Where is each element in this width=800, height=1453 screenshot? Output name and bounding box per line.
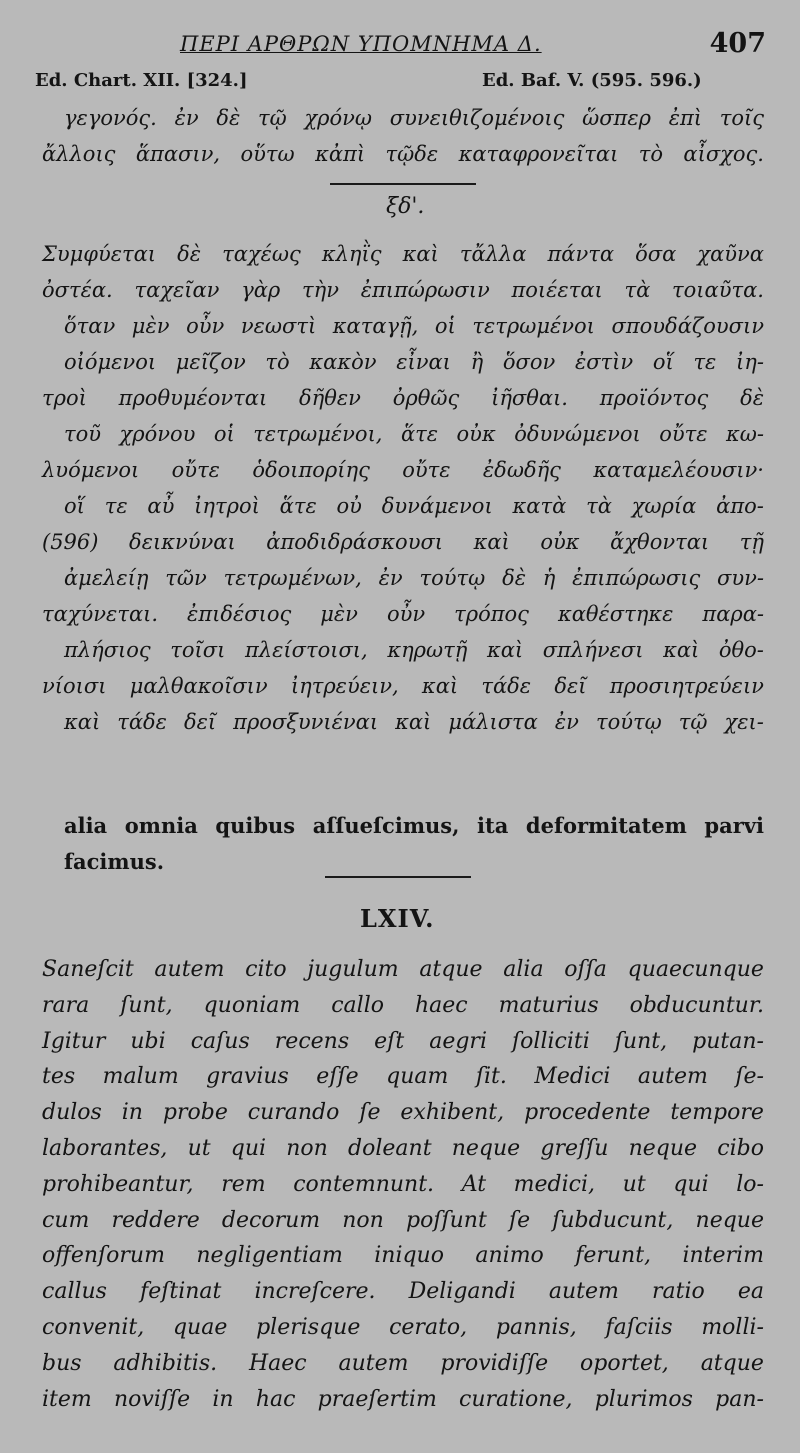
word: curando bbox=[247, 1100, 340, 1126]
word: qui bbox=[673, 1171, 709, 1197]
word: Saneſcit bbox=[42, 957, 134, 982]
word: σπουδάζουσιν bbox=[611, 314, 764, 338]
text-line bbox=[64, 560, 764, 596]
text-line bbox=[42, 1274, 764, 1310]
word: negligentiam bbox=[196, 1243, 343, 1269]
word: καὶ bbox=[395, 710, 432, 734]
word: increſcere. bbox=[254, 1279, 376, 1305]
word: ὀστέα. bbox=[42, 278, 113, 302]
word: οὐ bbox=[336, 494, 362, 518]
word: interim bbox=[682, 1243, 764, 1269]
word: non bbox=[342, 1207, 384, 1233]
word: faſciis bbox=[605, 1314, 673, 1340]
word: gravius bbox=[206, 1064, 289, 1090]
word: ἀπο- bbox=[716, 494, 764, 518]
word: aſſueſcimus, bbox=[312, 813, 460, 838]
word: tes bbox=[42, 1064, 76, 1090]
word: μάλιστα bbox=[448, 710, 538, 734]
word: ταχέως bbox=[222, 242, 301, 266]
word: καταμελέουσιν· bbox=[593, 458, 764, 482]
word: πάντα bbox=[547, 242, 615, 266]
latin-section-number: LXIV. bbox=[360, 904, 435, 933]
word: προθυμέονται bbox=[118, 386, 268, 410]
text-line bbox=[64, 416, 764, 452]
word: μὲν bbox=[320, 602, 358, 626]
word: ἰητρεύειν, bbox=[290, 674, 399, 698]
word: χρόνου bbox=[119, 422, 196, 446]
running-head bbox=[0, 28, 800, 68]
word: plerisque bbox=[256, 1314, 361, 1340]
word: τοῖσι bbox=[170, 638, 226, 662]
word: ὅσον bbox=[502, 350, 556, 374]
word: συνειθιζομένοις bbox=[389, 106, 565, 130]
word: ἐν bbox=[554, 710, 579, 734]
word: Haec bbox=[248, 1350, 307, 1376]
word: δεῖ bbox=[554, 674, 587, 698]
text-line bbox=[64, 632, 764, 668]
word: μεῖζον bbox=[175, 350, 246, 374]
word: obducuntur. bbox=[629, 992, 764, 1018]
word: ἅπασιν, bbox=[135, 142, 221, 166]
word: ὅσα bbox=[635, 242, 677, 266]
word: maturius bbox=[498, 992, 599, 1018]
word: animo bbox=[475, 1243, 544, 1269]
text-line bbox=[42, 988, 764, 1024]
latin-continuation-paragraph bbox=[64, 808, 764, 880]
word: eſſe bbox=[316, 1064, 359, 1090]
word: hac bbox=[255, 1386, 296, 1412]
word: τροὶ bbox=[42, 386, 87, 410]
word: οὔτε bbox=[402, 458, 451, 482]
section-divider-rule bbox=[330, 183, 476, 185]
word: ſunt, bbox=[120, 992, 173, 1018]
word: ὀρθῶς bbox=[392, 386, 460, 410]
word: ſe bbox=[508, 1207, 531, 1233]
word: καὶ bbox=[663, 638, 700, 662]
text-line bbox=[42, 1310, 764, 1346]
word: δὲ bbox=[740, 386, 764, 410]
word: (596) bbox=[42, 530, 99, 554]
text-line bbox=[64, 488, 764, 524]
word: ἰῆσθαι. bbox=[491, 386, 568, 410]
word: atque bbox=[700, 1350, 764, 1376]
word: δὲ bbox=[177, 242, 202, 266]
word: Igitur bbox=[42, 1028, 106, 1054]
word: item bbox=[42, 1386, 92, 1412]
word: καταφρονεῖται bbox=[458, 142, 619, 166]
word: ubi bbox=[130, 1028, 166, 1054]
word: τρόπος bbox=[454, 602, 529, 626]
word: pannis, bbox=[495, 1314, 577, 1340]
word: ἀποδιδράσκουσι bbox=[266, 530, 444, 554]
word: τὰ bbox=[624, 278, 651, 302]
word: providiſſe bbox=[440, 1350, 549, 1376]
text-line bbox=[64, 308, 764, 344]
running-title: ΠΕΡΙ ΑΡΘΡΩΝ ΥΠΟΜΝΗΜΑ Δ. bbox=[180, 32, 542, 56]
word: malum bbox=[102, 1064, 179, 1090]
word: δεῖ bbox=[183, 710, 217, 734]
word: καθέστηκε bbox=[557, 602, 674, 626]
word: ratio bbox=[651, 1279, 705, 1305]
word: ὀθο- bbox=[718, 638, 764, 662]
word: ἰη- bbox=[736, 350, 764, 374]
word: contemnunt. bbox=[293, 1171, 435, 1197]
word: τὰ bbox=[586, 494, 612, 518]
word: rara bbox=[42, 992, 90, 1018]
word: τῶν bbox=[165, 566, 207, 590]
word: ἀμελείῃ bbox=[64, 566, 149, 590]
word: οἵ bbox=[64, 494, 85, 518]
word: laborantes, bbox=[42, 1135, 168, 1161]
word: convenit, bbox=[42, 1314, 145, 1340]
word: ſubducunt, bbox=[552, 1207, 674, 1233]
edition-reference-chartier: Ed. Chart. XII. [324.] bbox=[35, 70, 248, 91]
word: αἶσχος. bbox=[683, 142, 764, 166]
text-line bbox=[42, 1095, 764, 1131]
text-line bbox=[42, 452, 764, 488]
word: νεωστὶ bbox=[240, 314, 317, 338]
word: τούτῳ bbox=[595, 710, 662, 734]
word: quibus bbox=[215, 813, 296, 838]
latin-section-paragraph bbox=[42, 952, 764, 1417]
word: ἐστὶν bbox=[574, 350, 634, 374]
word: oportet, bbox=[580, 1350, 669, 1376]
word: σπλήνεσι bbox=[542, 638, 644, 662]
word: Deligandi bbox=[408, 1279, 516, 1305]
word: haec bbox=[414, 992, 468, 1018]
word: χει- bbox=[724, 710, 764, 734]
word: κω- bbox=[725, 422, 764, 446]
word: οἰόμενοι bbox=[64, 350, 157, 374]
word: οὖν bbox=[386, 602, 426, 626]
word: χωρία bbox=[631, 494, 697, 518]
text-line bbox=[42, 1024, 764, 1060]
word: ἡ bbox=[542, 566, 556, 590]
text-line bbox=[64, 844, 764, 880]
word: cibo bbox=[717, 1135, 764, 1161]
word: atque bbox=[419, 957, 483, 982]
word: quam bbox=[386, 1064, 449, 1090]
word: οὐκ bbox=[540, 530, 580, 554]
word: τάδε bbox=[117, 710, 167, 734]
word: ut bbox=[622, 1171, 646, 1197]
word: Συμφύεται bbox=[42, 242, 157, 266]
word: medici, bbox=[513, 1171, 596, 1197]
word: offenſorum bbox=[42, 1243, 165, 1269]
text-line bbox=[42, 668, 764, 704]
word: quoniam bbox=[203, 992, 301, 1018]
word: autem bbox=[637, 1064, 708, 1090]
word: neque bbox=[628, 1135, 698, 1161]
word: ὅταν bbox=[64, 314, 116, 338]
edition-reference-line bbox=[0, 70, 800, 98]
word: plurimos bbox=[594, 1386, 693, 1412]
word: ſunt, bbox=[614, 1028, 668, 1054]
word: μαλθακοῖσιν bbox=[129, 674, 268, 698]
text-line bbox=[64, 100, 764, 136]
word: ὀδυνώμενοι bbox=[514, 422, 641, 446]
word: ea bbox=[737, 1279, 764, 1305]
word: οὖν bbox=[186, 314, 225, 338]
word: lo- bbox=[736, 1171, 764, 1197]
word: οἱ bbox=[434, 314, 456, 338]
word: τούτῳ bbox=[419, 566, 486, 590]
word: γεγονός. bbox=[64, 106, 157, 130]
word: procedente bbox=[524, 1100, 651, 1126]
word: τοῖς bbox=[719, 106, 764, 130]
greek-continuation-paragraph bbox=[42, 100, 764, 172]
word: in bbox=[212, 1386, 234, 1412]
word: quae bbox=[172, 1314, 228, 1340]
word: non bbox=[286, 1135, 328, 1161]
word: οὔτε bbox=[171, 458, 220, 482]
word: τῷ bbox=[257, 106, 287, 130]
text-line bbox=[42, 1059, 764, 1095]
word: τὸ bbox=[638, 142, 663, 166]
text-line bbox=[42, 1382, 764, 1418]
text-line bbox=[42, 524, 764, 560]
word: eſt bbox=[374, 1028, 405, 1054]
word: bus bbox=[42, 1350, 82, 1376]
word: exhibent, bbox=[400, 1100, 505, 1126]
word: neque bbox=[695, 1207, 764, 1233]
edition-reference-basel: Ed. Baf. V. (595. 596.) bbox=[482, 70, 702, 91]
greek-section-paragraph bbox=[42, 236, 764, 740]
word: facimus. bbox=[64, 849, 165, 874]
word: ἐν bbox=[174, 106, 199, 130]
word: τῇ bbox=[739, 530, 764, 554]
word: οὔτε bbox=[659, 422, 708, 446]
word: καὶ bbox=[421, 674, 459, 698]
text-line bbox=[42, 136, 764, 172]
word: putan- bbox=[692, 1028, 764, 1054]
word: ita bbox=[477, 813, 509, 838]
text-line bbox=[64, 704, 764, 740]
word: οἱ bbox=[213, 422, 235, 446]
word: δυνάμενοι bbox=[381, 494, 493, 518]
word: οὐκ bbox=[456, 422, 496, 446]
word: ἐπιδέσιος bbox=[187, 602, 292, 626]
text-line bbox=[64, 344, 764, 380]
word: parvi bbox=[704, 813, 764, 838]
word: πλείστοισι, bbox=[245, 638, 368, 662]
word: προσιητρεύειν bbox=[609, 674, 764, 698]
word: ἐπιπώρωσις bbox=[572, 566, 701, 590]
word: ἅτε bbox=[279, 494, 317, 518]
word: ut bbox=[187, 1135, 211, 1161]
word: doleant bbox=[348, 1135, 432, 1161]
word: κακὸν bbox=[309, 350, 377, 374]
word: λυόμενοι bbox=[42, 458, 140, 482]
word: τε bbox=[693, 350, 717, 374]
text-line bbox=[42, 236, 764, 272]
word: ἐν bbox=[378, 566, 403, 590]
word: ἐδωδῆς bbox=[482, 458, 561, 482]
text-line bbox=[42, 1346, 764, 1382]
word: ἅτε bbox=[400, 422, 439, 446]
word: ταχεῖαν bbox=[134, 278, 220, 302]
word: τὸ bbox=[265, 350, 290, 374]
text-line bbox=[42, 596, 764, 632]
word: κἀπὶ bbox=[315, 142, 366, 166]
word: τετρωμένοι bbox=[472, 314, 595, 338]
word: καταγῇ, bbox=[332, 314, 419, 338]
word: κατὰ bbox=[512, 494, 567, 518]
word: reddere bbox=[111, 1207, 200, 1233]
text-line bbox=[42, 272, 764, 308]
word: τάδε bbox=[481, 674, 532, 698]
section-divider-rule bbox=[325, 876, 471, 878]
word: prohibeantur, bbox=[42, 1171, 194, 1197]
word: noviſſe bbox=[113, 1386, 191, 1412]
word: callo bbox=[331, 992, 384, 1018]
text-line bbox=[42, 1131, 764, 1167]
word: καὶ bbox=[473, 530, 510, 554]
word: ἢ bbox=[470, 350, 484, 374]
word: autem bbox=[548, 1279, 619, 1305]
word: εἶναι bbox=[396, 350, 451, 374]
word: jugulum bbox=[307, 957, 399, 982]
word: τοιαῦτα. bbox=[672, 278, 764, 302]
text-line bbox=[42, 1203, 764, 1239]
text-line bbox=[42, 952, 764, 988]
text-line bbox=[42, 1238, 764, 1274]
word: recens bbox=[274, 1028, 350, 1054]
word: τἄλλα bbox=[459, 242, 527, 266]
word: τετρωμένοι, bbox=[253, 422, 383, 446]
word: poſſunt bbox=[406, 1207, 487, 1233]
word: feſtinat bbox=[140, 1279, 222, 1305]
greek-section-number: ξδ'. bbox=[386, 194, 425, 219]
word: pan- bbox=[715, 1386, 764, 1412]
word: Medici bbox=[534, 1064, 611, 1090]
word: ὁδοιπορίης bbox=[252, 458, 370, 482]
word: ἄχθονται bbox=[610, 530, 710, 554]
word: molli- bbox=[701, 1314, 764, 1340]
text-line bbox=[42, 380, 764, 416]
word: oſſa bbox=[564, 957, 607, 982]
word: προσξυνιέναι bbox=[233, 710, 379, 734]
word: δὲ bbox=[216, 106, 241, 130]
word: cum bbox=[42, 1207, 90, 1233]
word: νίοισι bbox=[42, 674, 107, 698]
word: γὰρ bbox=[241, 278, 281, 302]
word: συν- bbox=[717, 566, 764, 590]
word: iniquo bbox=[374, 1243, 444, 1269]
word: omnia bbox=[124, 813, 198, 838]
word: πλήσιος bbox=[64, 638, 151, 662]
word: probe bbox=[162, 1100, 228, 1126]
word: ποιέεται bbox=[511, 278, 603, 302]
word: autem bbox=[338, 1350, 409, 1376]
word: τῷδε bbox=[385, 142, 439, 166]
word: neque bbox=[451, 1135, 521, 1161]
word: προϊόντος bbox=[599, 386, 709, 410]
word: curatione, bbox=[459, 1386, 573, 1412]
word: ταχύνεται. bbox=[42, 602, 159, 626]
word: δεικνύναι bbox=[129, 530, 236, 554]
page-number: 407 bbox=[709, 28, 766, 59]
word: ferunt, bbox=[575, 1243, 652, 1269]
word: χρόνῳ bbox=[304, 106, 373, 130]
word: ὥσπερ bbox=[582, 106, 651, 130]
word: κηρωτῇ bbox=[387, 638, 468, 662]
word: τετρωμένων, bbox=[223, 566, 362, 590]
word: in bbox=[121, 1100, 143, 1126]
word: παρα- bbox=[702, 602, 764, 626]
word: ἐπὶ bbox=[668, 106, 703, 130]
word: τε bbox=[104, 494, 128, 518]
word: ſe bbox=[359, 1100, 381, 1126]
word: At bbox=[461, 1171, 487, 1197]
word: alia bbox=[503, 957, 544, 982]
word: ſe- bbox=[735, 1064, 764, 1090]
word: autem bbox=[154, 957, 225, 982]
word: caſus bbox=[190, 1028, 250, 1054]
word: rem bbox=[221, 1171, 266, 1197]
word: τοῦ bbox=[64, 422, 102, 446]
word: aegri bbox=[429, 1028, 487, 1054]
word: greſſu bbox=[540, 1135, 609, 1161]
word: ſit. bbox=[475, 1064, 507, 1090]
word: decorum bbox=[221, 1207, 321, 1233]
word: dulos bbox=[42, 1100, 102, 1126]
word: qui bbox=[230, 1135, 267, 1161]
word: δῆθεν bbox=[299, 386, 361, 410]
word: μὲν bbox=[131, 314, 170, 338]
word: τὴν bbox=[302, 278, 339, 302]
word: τῷ bbox=[678, 710, 708, 734]
word: καὶ bbox=[486, 638, 524, 662]
word: κληῒς bbox=[321, 242, 382, 266]
word: ἄλλοις bbox=[42, 142, 116, 166]
word: χαῦνα bbox=[697, 242, 764, 266]
word: tempore bbox=[670, 1100, 764, 1126]
word: οὕτω bbox=[240, 142, 295, 166]
word: δὲ bbox=[502, 566, 526, 590]
word: καὶ bbox=[402, 242, 439, 266]
word: deformitatem bbox=[525, 813, 687, 838]
word: αὖ bbox=[147, 494, 175, 518]
word: ἰητροὶ bbox=[194, 494, 260, 518]
word: ſolliciti bbox=[512, 1028, 590, 1054]
word: οἵ bbox=[652, 350, 674, 374]
word: praeſertim bbox=[317, 1386, 437, 1412]
text-line bbox=[42, 1167, 764, 1203]
word: cito bbox=[245, 957, 287, 982]
word: cerato, bbox=[389, 1314, 468, 1340]
text-line bbox=[64, 808, 764, 844]
word: callus bbox=[42, 1279, 107, 1305]
word: adhibitis. bbox=[113, 1350, 218, 1376]
word: quaecunque bbox=[627, 957, 764, 982]
word: alia bbox=[64, 813, 108, 838]
word: καὶ bbox=[64, 710, 101, 734]
word: ἐπιπώρωσιν bbox=[360, 278, 490, 302]
